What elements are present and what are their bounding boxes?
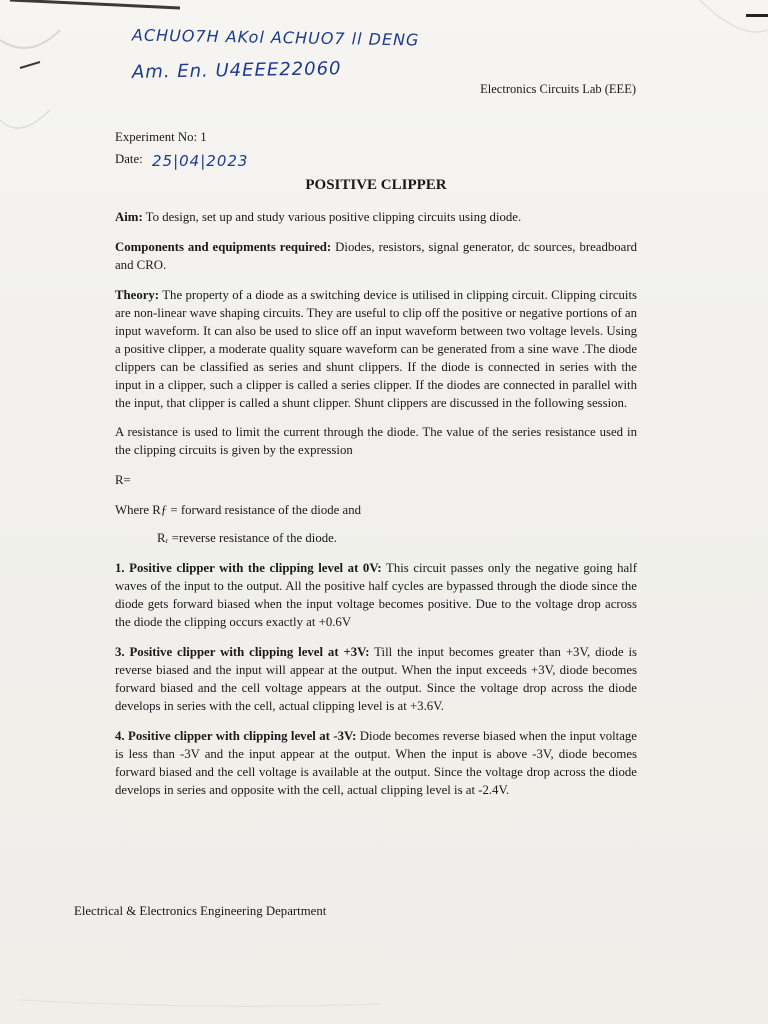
components-text: Diodes, resistors, signal generator, dc sources, breadboard and CRO. xyxy=(115,240,637,272)
aim-paragraph xyxy=(115,208,637,226)
handwritten-name: ACHUO7H AKol ACHUO7 ll DENG xyxy=(131,25,420,50)
edge-mark xyxy=(746,14,768,17)
section-0v-text: This circuit passes only the negative going half waves of the input to the output. All the positive half cycles are bypassed through the diode since the diode gets forward biased when the input voltage becomes positive. Due to the voltage drop across the diode the clipping occurs exactly at +0.6V xyxy=(115,561,637,629)
resistance-formula: R= xyxy=(115,473,131,487)
section-minus3v xyxy=(115,727,637,799)
components-label: Components and equipments required: xyxy=(115,240,332,254)
components-paragraph xyxy=(115,238,637,274)
section-plus3v-text: Till the input becomes greater than +3V, diode is reverse biased and the input will appear at the output. When the input exceeds +3V, diode becomes forward biased and the cell voltage appears at the output. Since the voltage drop across the diode develops in series with the cell, actual clipping level is at +3.6V. xyxy=(115,645,638,713)
document-title: POSITIVE CLIPPER xyxy=(305,177,447,193)
theory-text: The property of a diode as a switching device is utilised in clipping circuit. Clipping circuits are non-linear wave shaping circuits. They are useful to clip off the positive or negative portions of an input waveform. It can also be used to slice off an input waveform between two voltage levels. Using a positive clipper, a moderate quality square waveform can be generated from a sine wave .The diode clippers can be classified as series and shunt clippers. If the diode is connected in series with the input in a clipper, such a clipper is called a series clipper. If the diodes are connected in parallel with the input, that clipper is called a shunt clipper. Shunt clippers are discussed in the following session. xyxy=(115,288,637,410)
resistance-paragraph: A resistance is used to limit the current through the diode. The value of the series resistance used in the clipping circuits is given by the expression xyxy=(115,425,637,457)
section-0v xyxy=(115,559,637,631)
section-plus3v-label: 3. Positive clipper with clipping level at +3V: xyxy=(115,645,370,659)
aim-label: Aim: xyxy=(115,210,143,224)
section-0v-label: 1. Positive clipper with the clipping level at 0V: xyxy=(115,561,382,575)
date-label: Date: xyxy=(115,152,143,166)
theory-paragraph xyxy=(115,286,637,412)
experiment-number: Experiment No: 1 xyxy=(115,130,207,144)
document-body xyxy=(115,128,637,799)
forward-resistance-line: Where Rƒ = forward resistance of the diode and xyxy=(115,503,361,517)
department-footer: Electrical & Electronics Engineering Department xyxy=(74,904,327,918)
handwritten-roll-number: Am. En. U4EEE22060 xyxy=(131,58,342,83)
section-minus3v-label: 4. Positive clipper with clipping level at -3V: xyxy=(115,729,357,743)
reverse-resistance-line: Rᵣ =reverse resistance of the diode. xyxy=(157,531,337,545)
handwritten-date: 25|04|2023 xyxy=(152,152,249,170)
section-minus3v-text: Diode becomes reverse biased when the input voltage is less than -3V and the input appear at the output. When the input is above -3V, diode becomes forward biased and the cell voltage is available at the output. Since the voltage drop across the diode develops in series and opposite with the cell, actual clipping level is at -2.4V. xyxy=(115,729,637,797)
lab-title: Electronics Circuits Lab (EEE) xyxy=(480,82,636,96)
section-plus3v xyxy=(115,643,637,715)
aim-text: To design, set up and study various positive clipping circuits using diode. xyxy=(142,210,522,224)
theory-label: Theory: xyxy=(115,288,160,302)
